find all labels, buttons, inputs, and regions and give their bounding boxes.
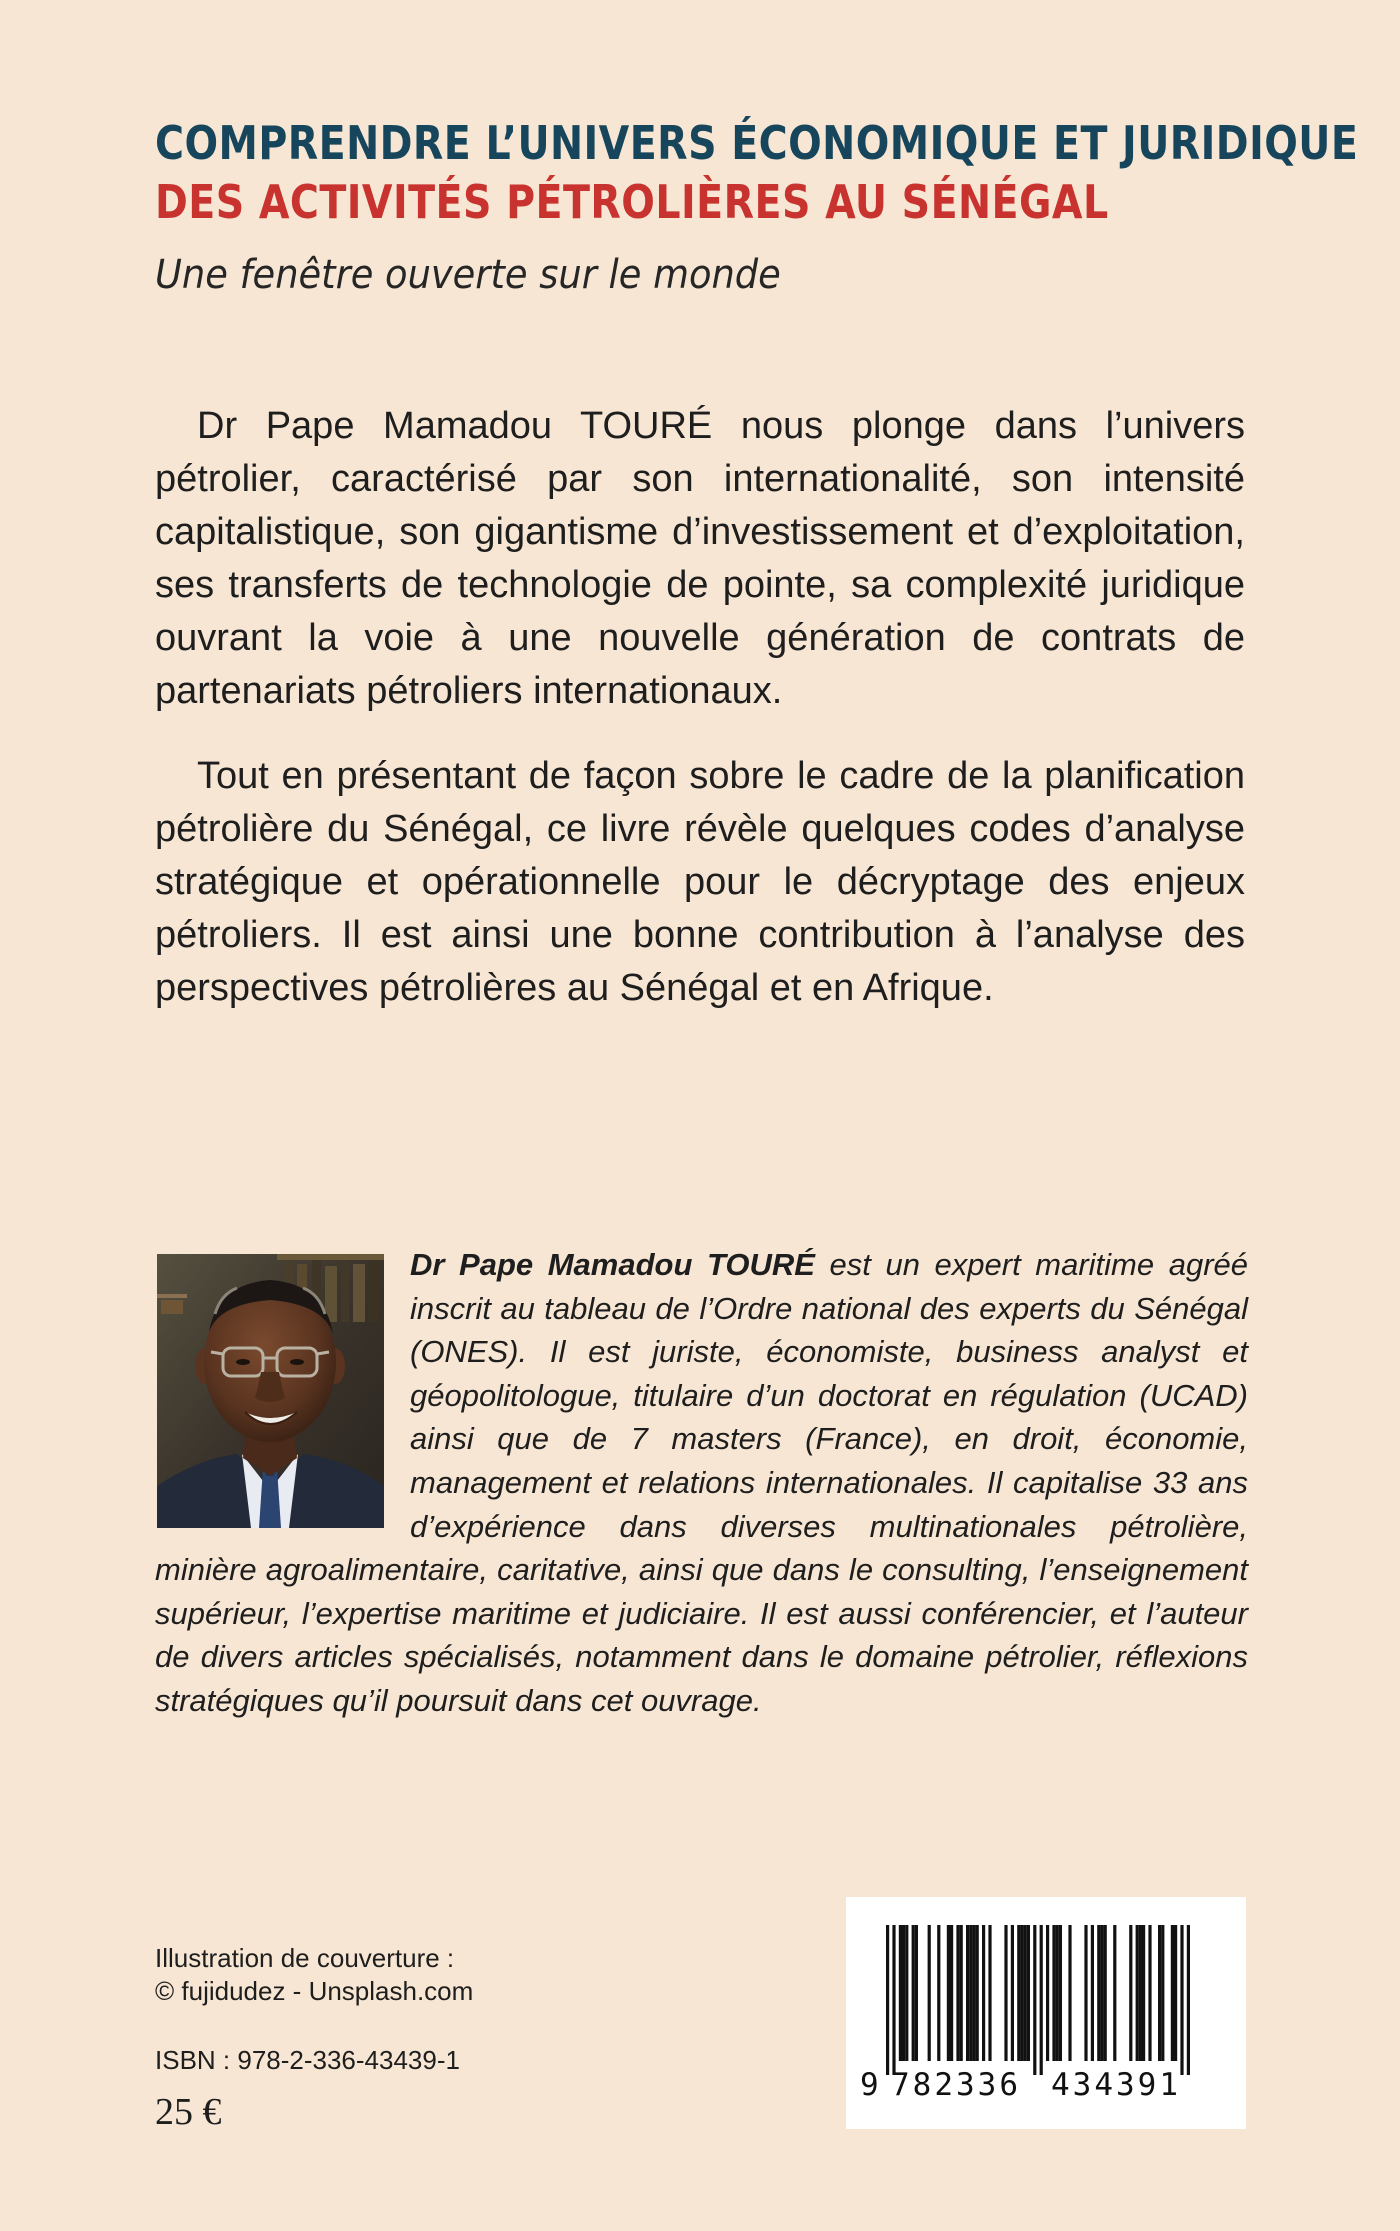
- barcode-bars: [886, 1925, 1190, 2075]
- barcode-bar: [988, 1925, 991, 2061]
- barcode-bar: [1017, 1925, 1020, 2061]
- book-title-line-1: COMPRENDRE L’UNIVERS ÉCONOMIQUE ET JURIDIQUE: [155, 116, 1359, 170]
- book-subtitle: Une fenêtre ouverte sur le monde: [155, 252, 781, 298]
- barcode-bar: [1174, 1925, 1177, 2061]
- barcode-bar: [892, 1925, 895, 2075]
- barcode-bar: [1091, 1925, 1094, 2061]
- barcode-bar: [1136, 1925, 1139, 2061]
- barcode-bar: [972, 1925, 975, 2061]
- barcode-bar: [1033, 1925, 1036, 2075]
- barcode-bar: [1027, 1925, 1030, 2061]
- barcode-bar: [899, 1925, 902, 2061]
- barcode-bar: [1084, 1925, 1087, 2061]
- barcode-bar: [1024, 1925, 1027, 2061]
- author-name: Dr Pape Mamadou TOURÉ: [410, 1247, 815, 1282]
- barcode-bar: [1139, 1925, 1142, 2061]
- barcode-bar: [1020, 1925, 1023, 2061]
- barcode-bar: [956, 1925, 959, 2061]
- barcode-bar: [1004, 1925, 1007, 2061]
- illustration-source: © fujidudez - Unsplash.com: [155, 1976, 474, 2006]
- barcode-bar: [1142, 1925, 1145, 2061]
- illustration-credit: [155, 1942, 473, 2008]
- barcode-bar: [912, 1925, 915, 2061]
- barcode-bar: [1187, 1925, 1190, 2075]
- barcode-first-digit: 9: [860, 2067, 879, 2103]
- barcode-bar: [1100, 1925, 1103, 2061]
- author-photo: [157, 1254, 384, 1528]
- barcode: [846, 1897, 1246, 2129]
- barcode-bar: [1097, 1925, 1100, 2061]
- barcode-bar: [960, 1925, 963, 2061]
- barcode-bar: [1148, 1925, 1151, 2061]
- barcode-bar: [1113, 1925, 1116, 2061]
- barcode-bar: [1040, 1925, 1043, 2075]
- barcode-bar: [1068, 1925, 1071, 2061]
- barcode-bar: [950, 1925, 953, 2061]
- book-title-line-2: DES ACTIVITÉS PÉTROLIÈRES AU SÉNÉGAL: [155, 175, 1109, 229]
- barcode-bar: [1158, 1925, 1161, 2061]
- description-paragraph-2: Tout en présentant de façon sobre le cadre de la planification pétrolière du Sénégal, ce livre révèle quelques codes d’analyse stratégique et opérationnelle pour le décryptage des enjeux pétroliers. Il est ainsi une bonne contribution à l’analyse des perspectives pétrolières au Sénégal et en Afrique.: [155, 755, 1245, 1009]
- barcode-bar: [937, 1925, 940, 2061]
- barcode-bar: [1161, 1925, 1164, 2061]
- barcode-bar: [1171, 1925, 1174, 2061]
- barcode-bar: [947, 1925, 950, 2061]
- barcode-bar: [1052, 1925, 1055, 2061]
- barcode-bar: [969, 1925, 972, 2061]
- barcode-bar: [966, 1925, 969, 2061]
- barcode-bar: [982, 1925, 985, 2061]
- barcode-bar: [1056, 1925, 1059, 2061]
- barcode-bar: [1011, 1925, 1014, 2061]
- barcode-bar: [976, 1925, 979, 2061]
- barcode-bar: [905, 1925, 908, 2061]
- barcode-bar: [1104, 1925, 1107, 2061]
- barcode-right-digits: 434391: [1051, 2067, 1181, 2103]
- illustration-label: Illustration de couverture :: [155, 1943, 455, 1973]
- author-bio-text: est un expert maritime agréé inscrit au tableau de l’Ordre national des experts du Sénégal (ONES). Il est juriste, économiste, business analyst et géopolitologue, titulaire d’un doctorat en régulation (UCAD) ainsi que de 7 masters (France), en droit, économie, management et relations internationales. Il capitalise 33 ans d’expérience dans diverses multinationales pétrolière, minière agroalimentaire, caritative, ainsi que dans le consulting, l’enseignement supérieur, l’expertise maritime et judiciaire. Il est aussi conférencier, et l’auteur de divers articles spécialisés, notamment dans le domaine pétrolier, réflexions stratégiques qu’il poursuit dans cet ouvrage.: [155, 1247, 1248, 1718]
- barcode-bar: [1046, 1925, 1049, 2061]
- price: 25 €: [155, 2091, 222, 2133]
- barcode-left-digits: 782336: [891, 2067, 1021, 2103]
- isbn: ISBN : 978-2-336-43439-1: [155, 2045, 460, 2075]
- barcode-bar: [902, 1925, 905, 2061]
- barcode-bar: [1180, 1925, 1183, 2075]
- description-paragraph-1: Dr Pape Mamadou TOURÉ nous plonge dans l’univers pétrolier, caractérisé par son internationalité, son intensité capitalistique, son gigantisme d’investissement et d’exploitation, ses transferts de technologie de pointe, sa complexité juridique ouvrant la voie à une nouvelle génération de contrats de partenariats pétroliers internationaux.: [155, 405, 1245, 712]
- barcode-bar: [1129, 1925, 1132, 2061]
- barcode-bar: [928, 1925, 931, 2061]
- barcode-bar: [1059, 1925, 1062, 2061]
- barcode-bar: [886, 1925, 889, 2075]
- barcode-bar: [915, 1925, 918, 2061]
